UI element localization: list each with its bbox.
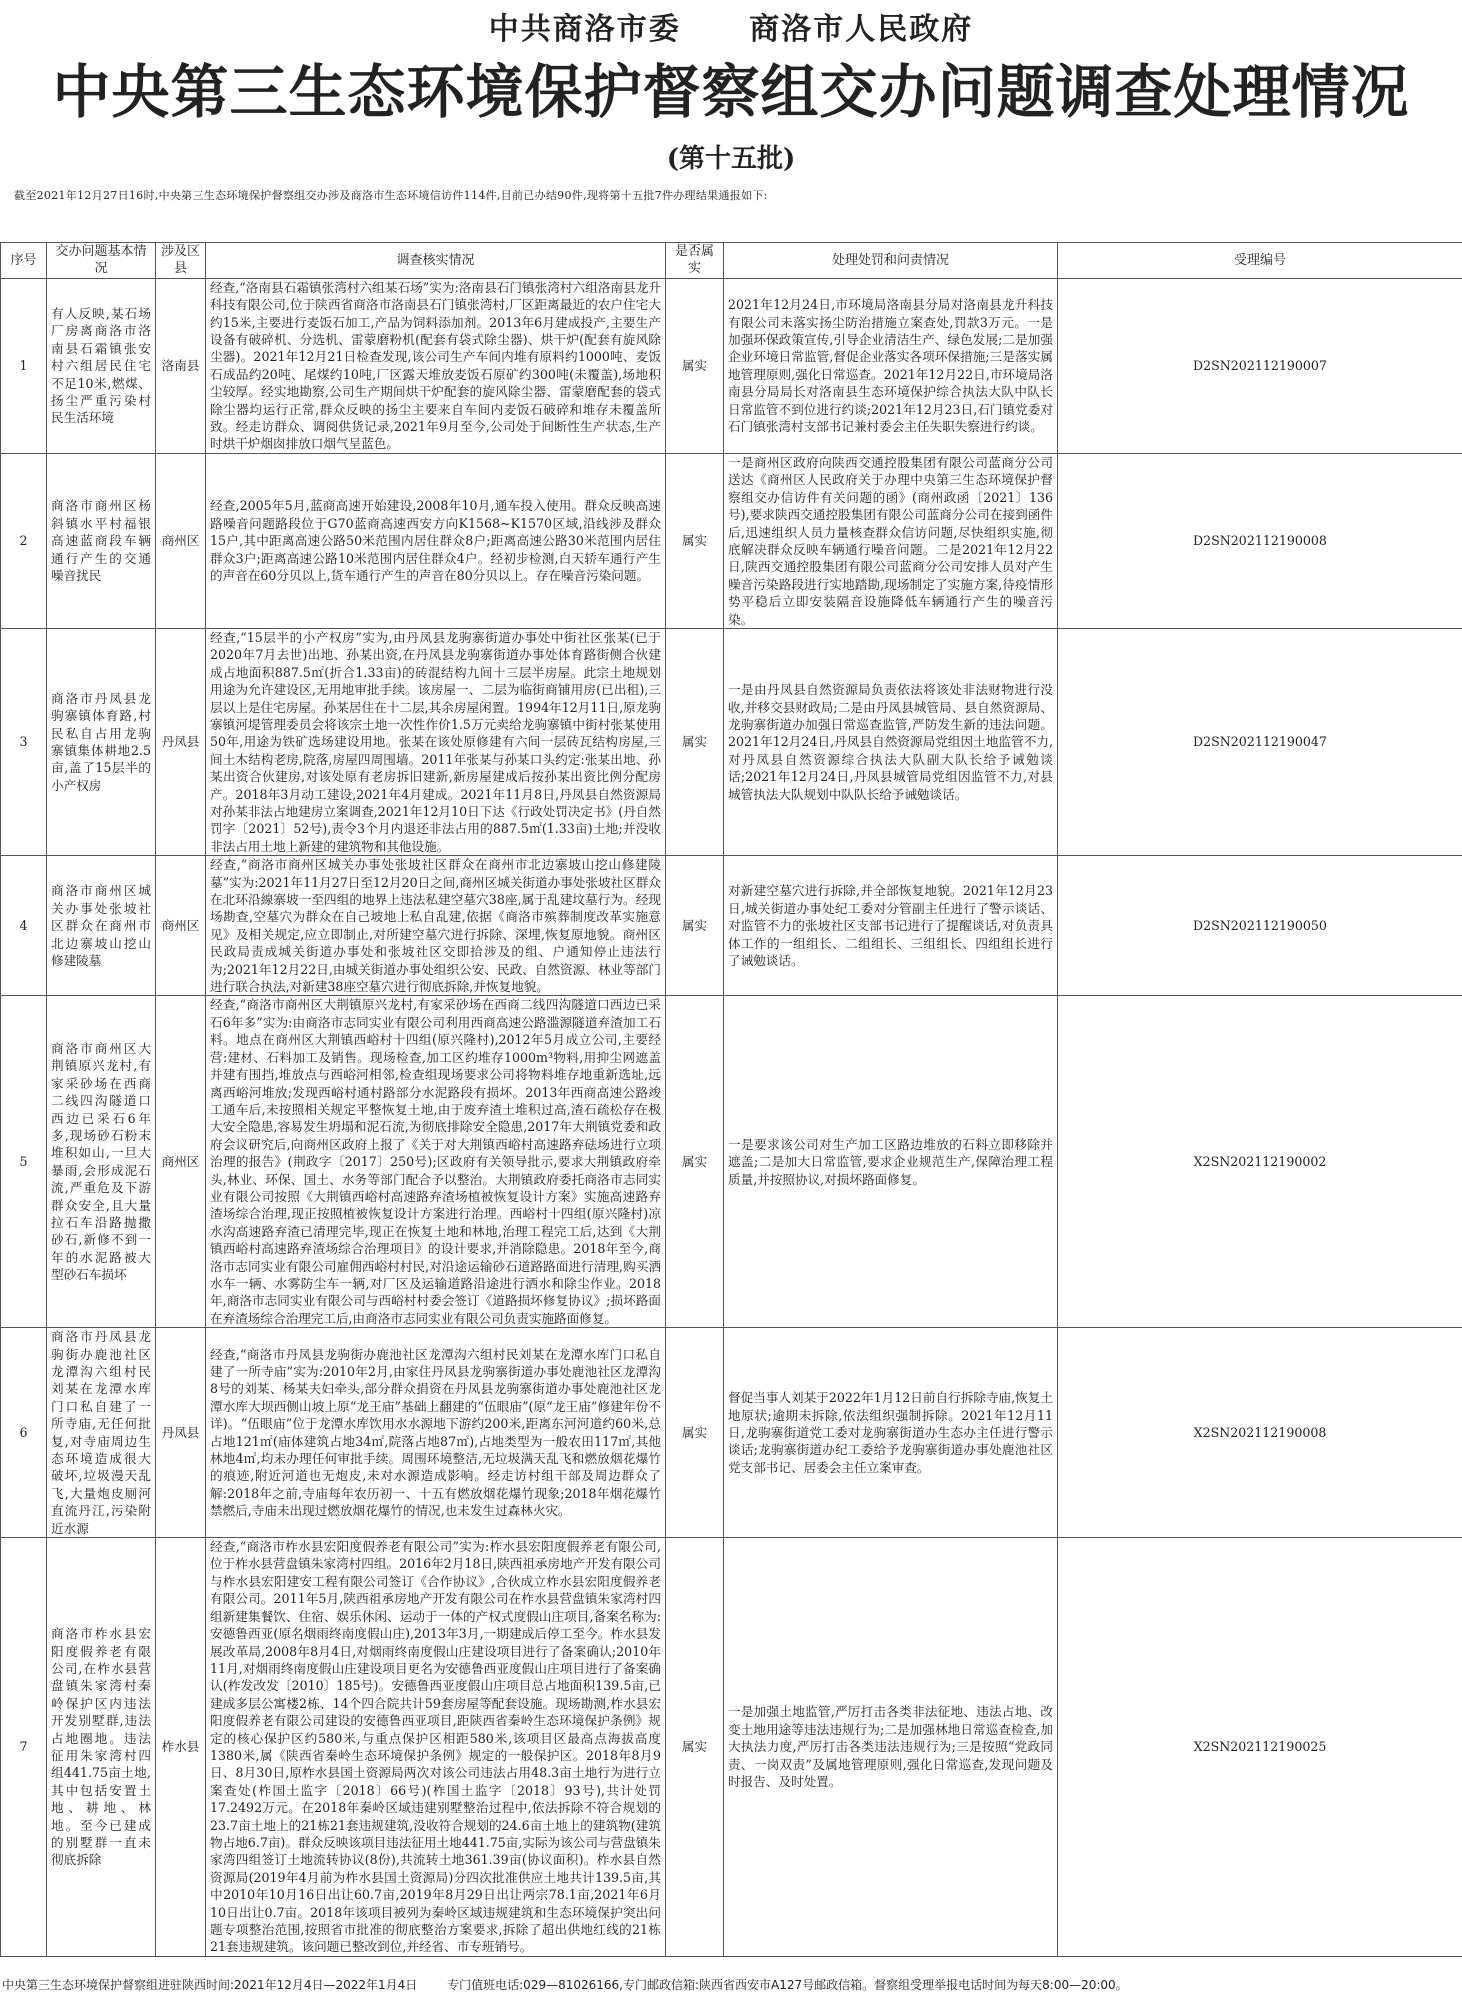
issue-cell: 商洛市商州区杨斜镇水平村福银高速蓝商段车辆通行产生的交通噪音扰民	[47, 453, 156, 628]
cases-table	[0, 242, 1462, 1957]
county-cell: 商州区	[156, 453, 206, 628]
verified-cell: 属实	[666, 856, 724, 996]
footer-contact: 专门值班电话:029—81026166,专门邮政信箱:陕西省西安市A127号邮政信箱。督察组受理举报电话时间为每天8:00—20:00。	[447, 1978, 1128, 1992]
government-name: 商洛市人民政府	[749, 12, 974, 47]
verified-cell: 属实	[666, 1328, 724, 1538]
footer	[2, 1976, 1154, 1993]
code-cell: X2SN202112190008	[1058, 1328, 1462, 1538]
col-header-code: 受理编号	[1058, 243, 1462, 279]
code-cell: D2SN202112190047	[1058, 628, 1462, 855]
county-cell: 商州区	[156, 996, 206, 1328]
investigation-cell: 经查,“15层半的小产权房”实为,由丹凤县龙驹寨街道办事处中街社区张某(已于2020年7月去世)出地、孙某出资,在丹凤县龙驹寨街道办事处体育路街侧合伙建成占地面积887.5㎡(折合1.33亩)的砖混结构九间十三层半房屋。此宗土地规划用途为允许建设区,无用地审批手续。该房屋一、二层为临街商铺用房(已出租),三层以上是住宅房屋。孙某居住在十二层,其余房屋闲置。1994年12月11日,原龙驹寨镇河堤管理委员会将该宗土地一次性作价1.5万元卖给龙驹寨镇中街村张某使用50年,用途为铁矿选场建设用地。张某在该处原修建有六间一层砖瓦结构房屋,三间土木结构老房,院落,房屋四周围墙。2011年张某与孙某口头约定:张某出地、孙某出资合伙建房,对该处原有老房拆旧建新,新房屋建成后按孙某出资比例分配房产。2018年3月动工建设,2021年4月建成。2021年11月8日,丹凤县自然资源局对孙某非法占地建房立案调查,2021年12月10日下达《行政处罚决定书》(丹自然罚字〔2021〕52号),责令3个月内退还非法占用的887.5㎡(1.33亩)土地;并没收非法占用土地上新建的建筑物和其他设施。	[206, 628, 666, 855]
handling-cell: 一是由丹凤县自然资源局负责依法将该处非法财物进行没收,并移交县财政局;二是由丹凤县城管局、县自然资源局、龙驹寨街道办加强日常巡查监管,严防发生新的违法问题。2021年12月24日,丹凤县自然资源局党组因土地监管不力,对丹凤县自然资源综合执法大队副大队长给予诫勉谈话;2021年12月24日,丹凤县城管局党组因监管不力,对县城管执法大队规划中队队长给予诫勉谈话。	[724, 628, 1058, 855]
handling-cell: 督促当事人刘某于2022年1月12日前自行拆除寺庙,恢复土地原状;逾期未拆除,依法组织强制拆除。2021年12月11日,龙驹寨街道党工委对龙驹寨街道办生态办主任进行警示谈话;龙驹寨街道办纪工委给予龙驹寨街道办事处鹿池社区党支部书记、居委会主任立案审查。	[724, 1328, 1058, 1538]
row-number: 7	[1, 1538, 47, 1957]
investigation-cell: 经查,“商洛市商州区城关办事处张坡社区群众在商州市北边寨坡山挖山修建陵墓”实为:2021年11月27日至12月20日之间,商州区城关街道办事处张坡社区群众在北环沿線寨坡一至四组的地界上违法私建空墓穴38座,属于乱建坟墓行为。经现场勘查,空墓穴为群众在自己坡地上私自乱建,依据《商洛市殡葬制度改革实施意见》及相关规定,应立即制止,对所建空墓穴进行拆除、深埋,恢复原地貌。商州区民政局责成城关街道办事处和张坡社区交即拾涉及的组、户通知停止违法行为;2021年12月22日,由城关街道办事处组织公安、民政、自然资源、林业等部门进行联合执法,对新建38座空墓穴进行彻底拆除,并恢复地貌。	[206, 856, 666, 996]
table-header-row	[1, 243, 1462, 279]
issuing-organizations	[0, 4, 1462, 48]
handling-cell: 2021年12月24日,市环境局洛南县分局对洛南县龙升科技有限公司未落实扬尘防治措施立案查处,罚款3万元。一是加强环保政策宣传,引导企业清洁生产、绿色发展;二是加强企业环境日常监管,督促企业落实各项环保措施;三是落实属地管理原则,强化日常巡查。2021年12月22日,市环境局洛南县分局局长对洛南县生态环境保护综合执法大队中队长日常监管不到位进行约谈;2021年12月23日,石门镇党委对石门镇张湾村支部书记兼村委会主任失职失察进行约谈。	[724, 278, 1058, 453]
table-row	[1, 996, 1462, 1328]
verified-cell: 属实	[666, 278, 724, 453]
investigation-cell: 经查,“商洛市丹凤县龙驹街办鹿池社区龙潭沟六组村民刘某在龙潭水库门口私自建了一所寺庙”实为:2010年2月,由家住丹凤县龙驹寨街道办事处鹿池社区龙潭沟8号的刘某、杨某夫妇牵头,部分群众捐资在丹凤县龙驹寨街道办事处鹿池社区龙潭水库大坝西侧山坡上原“龙王庙”基础上翻建的“伍眼庙”(原“龙王庙”修建年份不详)。“伍眼庙”位于龙潭水库饮用水水源地下游约200米,距离东河河道约60米,总占地121㎡(庙体建筑占地34㎡,院落占地87㎡),占地类型为一般农田117㎡,其他林地4㎡,均未办理任何审批手续。周围环境整洁,无垃圾满天乱飞和燃放烟花爆竹的痕迹,附近河道也无炮皮,未对水源造成影响。经走访村组干部及周边群众了解:2018年之前,寺庙每年农历初一、十五有燃放烟花爆竹现象;2018年烟花爆竹禁燃后,寺庙未出现过燃放烟花爆竹的情况,也未发生过森林火灾。	[206, 1328, 666, 1538]
county-cell: 商州区	[156, 856, 206, 996]
col-header-county: 涉及区县	[156, 243, 206, 279]
batch-label: (第十五批)	[666, 144, 796, 174]
issue-cell: 商洛市丹凤县龙驹寨镇体育路,村民私自占用龙驹寨镇集体耕地2.5亩,盖了15层半的小产权房	[47, 628, 156, 855]
county-cell: 洛南县	[156, 278, 206, 453]
issue-cell: 商洛市商州区大荆镇原兴龙村,有家采砂场在西商二线四沟隧道口西边已采石6年多,现场砂石粉末堆积如山,一旦大暴雨,会形成泥石流,严重危及下游群众安全,且大量拉石车沿路抛撒砂石,新修不到一年的水泥路被大型砂石车损坏	[47, 996, 156, 1328]
handling-cell: 一是要求该公司对生产加工区路边堆放的石料立即移除并遮盖;二是加大日常监管,要求企业规范生产,保障治理工程质量,并按照协议,对损坏路面修复。	[724, 996, 1058, 1328]
footer-residence-time: 中央第三生态环境保护督察组进驻陕西时间:2021年12月4日—2022年1月4日	[2, 1978, 418, 1992]
handling-cell: 一是加强土地监管,严厉打击各类非法征地、违法占地、改变土地用途等违法违规行为;二是加强林地日常巡查检查,加大执法力度,严厉打击各类违法违规行为;三是按照“党政同责、一岗双责”及属地管理原则,强化日常巡查,发现问题及时报告、及时处置。	[724, 1538, 1058, 1957]
table-row	[1, 628, 1462, 855]
verified-cell: 属实	[666, 1538, 724, 1957]
code-cell: X2SN202112190025	[1058, 1538, 1462, 1957]
county-cell: 丹凤县	[156, 1328, 206, 1538]
investigation-cell: 经查,2005年5月,蓝商高速开始建设,2008年10月,通车投入使用。群众反映高速路噪音问题路段位于G70蓝商高速西安方向K1568~K1570区域,沿线涉及群众15户,其中距离高速公路50米范围内居住群众8户;距离高速公路30米范围内居住群众3户;距离高速公路10米范围内居住群众4户。经初步检测,白天轿车通行产生的声音在60分贝以上,货车通行产生的声音在80分贝以上。存在噪音污染问题。	[206, 453, 666, 628]
document-title: 中央第三生态环境保护督察组交办问题调查处理情况	[52, 58, 1410, 126]
party-committee-name: 中共商洛市委	[488, 12, 681, 47]
code-cell: D2SN202112190050	[1058, 856, 1462, 996]
code-cell: D2SN202112190007	[1058, 278, 1462, 453]
table-row	[1, 1328, 1462, 1538]
col-header-verified: 是否属实	[666, 243, 724, 279]
issue-cell: 商洛市柞水县宏阳度假养老有限公司,在柞水县营盘镇朱家湾村秦岭保护区内违法开发别墅群,违法占地圈地。违法征用朱家湾村四组441.75亩土地,其中包括安置土地、耕地、林地。至今已建成的别墅群一直未彻底拆除	[47, 1538, 156, 1957]
code-cell: X2SN202112190002	[1058, 996, 1462, 1328]
investigation-cell: 经查,“洛南县石霜镇张湾村六组某石场”实为:洛南县石门镇张湾村六组洛南县龙升科技有限公司,位于陕西省商洛市洛南县石门镇张湾村,厂区距离最近的农户住宅大约15米,主要进行麦饭石加工,产品为饲料添加剂。2013年6月建成投产,主要生产设备有破碎机、分选机、雷蒙磨粉机(配套有袋式除尘器)、烘干炉(配套有旋风除尘器)。2021年12月21日检查发现,该公司生产车间内堆有原料约1000吨、麦饭石成品约20吨、尾煤约10吨,厂区露天堆放麦饭石原矿约300吨(未覆盖),场地积尘较厚。经实地勘察,公司生产期间烘干炉配套的旋风除尘器、雷蒙磨配套的袋式除尘器均运行正常,群众反映的扬尘主要来自车间内麦饭石破碎和堆存未覆盖所致。经走访群众、调阅供货记录,2021年9月至今,公司处于间断性生产状态,生产时烘干炉烟囱排放口烟气呈蓝色。	[206, 278, 666, 453]
col-header-handling: 处理处罚和问责情况	[724, 243, 1058, 279]
issue-cell: 有人反映,某石场厂房离商洛市洛南县石霜镇张安村六组居民住宅不足10米,燃煤、扬尘严重污染村民生活环境	[47, 278, 156, 453]
investigation-cell: 经查,“商洛市商州区大荆镇原兴龙村,有家采砂场在西商二线四沟隧道口西边已采石6年多”实为:由商洛市志同实业有限公司利用西商高速公路滥源隧道弃渣加工石料。地点在商州区大荆镇西峪村十四组(原兴隆村),2012年5月成立公司,主要经营:建材、石料加工及销售。现场检查,加工区约堆存1000m³物料,用抑尘网遮盖并建有围挡,堆放点与西峪河相邻,检查组现场要求公司将物料堆存地重新选址,远离西峪河堆放;发现西峪村通村路部分水泥路段有损坏。2013年西商高速公路竣工通车后,未按照相关规定平整恢复土地,由于废弃渣土堆积过高,渣石疏松存在极大安全隐患,容易发生坍塌和泥石流,为彻底排除安全隐患,2017年大荆镇党委和政府会议研究后,向商州区政府上报了《关于对大荆镇西峪村高速路弃砝场进行立项治理的报告》(荆政字〔2017〕250号);区政府有关领导批示,要求大荆镇政府牵头,林业、环保、国土、水务等部门配合予以整治。大荆镇政府委托商洛市志同实业有限公司按照《大荆镇西峪村高速路弃渣场植被恢复设计方案》实施高速路弃渣场综合治理,现正按照植被恢复设计方案进行治理。西峪村十四组(原兴隆村)凉水沟高速路弃渣已清理完毕,现正在恢复土地和林地,治理工程完工后,达到《大荆镇西峪村高速路弃渣场综合治理项目》的设计要求,并消除隐患。2018年至今,商洛市志同实业有限公司雇佣西峪村村民,对沿途运输砂石道路路面进行清理,购买洒水车一辆、水雾防尘车一辆,对厂区及运输道路沿途进行洒水和除尘作业。2018年,商洛市志同实业有限公司与西峪村村委会签订《道路损坏修复协议》;损坏路面在弃渣场综合治理完工后,由商洛市志同实业有限公司负责实施路面修复。	[206, 996, 666, 1328]
code-cell: D2SN202112190008	[1058, 453, 1462, 628]
issue-cell: 商洛市丹凤县龙驹街办鹿池社区龙潭沟六组村民刘某在龙潭水库门口私自建了一所寺庙,无任何批复,对寺庙周边生态环境造成很大破坏,垃圾漫天乱飞,大量炮皮厕河直流丹江,污染附近水源	[47, 1328, 156, 1538]
issue-cell: 商洛市商州区城关办事处张坡社区群众在商州市北边寨坡山挖山修建陵墓	[47, 856, 156, 996]
col-header-investigation: 调查核实情况	[206, 243, 666, 279]
intro-text: 截至2021年12月27日16时,中央第三生态环境保护督察组交办涉及商洛市生态环境信访件114件,目前已办结90件,现将第十五批7件办理结果通报如下:	[14, 189, 768, 202]
county-cell: 柞水县	[156, 1538, 206, 1957]
table-row	[1, 278, 1462, 453]
col-header-issue: 交办问题基本情况	[47, 243, 156, 279]
handling-cell: 一是商州区政府向陕西交通控股集团有限公司蓝商分公司送达《商州区人民政府关于办理中央第三生态环境保护督察组交办信访件有关问题的函》(商州政函〔2021〕136号),要求陕西交通控股集团有限公司蓝商分公司在接到函件后,迅速组织人员力量核查群众信访问题,尽快组织实施,彻底解决群众反映车辆通行噪音问题。二是2021年12月22日,陕西交通控股集团有限公司蓝商分公司安排人员对产生噪音污染路段进行实地踏勘,现场制定了实施方案,待疫情形势平稳后立即安装隔音设施降低车辆通行产生的噪音污染。	[724, 453, 1058, 628]
row-number: 5	[1, 996, 47, 1328]
table-row	[1, 856, 1462, 996]
verified-cell: 属实	[666, 453, 724, 628]
row-number: 1	[1, 278, 47, 453]
investigation-cell: 经查,“商洛市柞水县宏阳度假养老有限公司”实为:柞水县宏阳度假养老有限公司,位于柞水县营盘镇朱家湾村四组。2016年2月18日,陕西祖承房地产开发有限公司与柞水县宏阳建安工程有限公司签订《合作协议》,合伙成立柞水县宏阳度假养老有限公司。2011年5月,陕西祖承房地产开发有限公司在柞水县营盘镇朱家湾村四组新建集餐饮、住宿、娱乐休闲、运动于一体的产权式度假山庄项目,备案名称为:安德鲁西亚(原名烟雨终南度假山庄),2013年3月,一期建成后停工至今。柞水县发展改革局,2008年8月4日,对烟雨终南度假山庄建设项目进行了备案确认;2010年11月,对烟雨终南度假山庄建设项目更名为安德鲁西亚度假山庄项目进行了备案确认(柞发改发〔2010〕185号)。安德鲁西亚度假山庄项目总占地面积139.5亩,已建成多层公寓楼2栋、14个四合院共计59套房屋等配套设施。现场勘测,柞水县宏阳度假养老有限公司建设的安德鲁西亚项目,距陕西省秦岭生态环境保护条例》规定的核心保护区约580米,与重点保护区相距580米,该项目区最高点海拔高度1380米,属《陕西省秦岭生态环境保护条例》规定的一般保护区。2018年8月9日、8月30日,原柞水县国土资源局两次对该公司违法占用48.3亩土地行为进行立案查处(柞国土监字〔2018〕66号)(柞国土监字〔2018〕93号),共计处罚17.2492万元。在2018年秦岭区域违建别墅整治过程中,依法拆除不符合规划的23.7亩土地上的21栋21套违规建筑,没收符合规划的24.6亩土地上的建筑物(建筑物占地6.7亩)。群众反映该项目违法征用土地441.75亩,实际为该公司与营盘镇朱家湾四组签订土地流转协议(8份),共流转土地361.39亩(协议面积)。柞水县自然资源局(2019年4月前为柞水县国土资源局)分四次批准供应土地共计139.5亩,其中2010年10月16日出让60.7亩,2019年8月29日出让两宗78.1亩,2021年6月10日出让0.7亩。2018年该项目被列为秦岭区域违规建筑和生态环境保护突出问题专项整治范围,按照省市批准的彻底整治方案要求,拆除了超出供地红线的21栋21套违规建筑。该问题已整改到位,并经省、市专班销号。	[206, 1538, 666, 1957]
verified-cell: 属实	[666, 628, 724, 855]
row-number: 3	[1, 628, 47, 855]
verified-cell: 属实	[666, 996, 724, 1328]
row-number: 2	[1, 453, 47, 628]
row-number: 4	[1, 856, 47, 996]
table-row	[1, 453, 1462, 628]
county-cell: 丹凤县	[156, 628, 206, 855]
col-header-no: 序号	[1, 243, 47, 279]
handling-cell: 对新建空墓穴进行拆除,并全部恢复地貌。2021年12月23日,城关街道办事处纪工委对分管副主任进行了警示谈话、对监管不力的张坡社区支部书记进行了提醒谈话,对负责具体工作的一组组长、二组组长、三组组长、四组组长进行了诫勉谈话。	[724, 856, 1058, 996]
row-number: 6	[1, 1328, 47, 1538]
table-row	[1, 1538, 1462, 1957]
